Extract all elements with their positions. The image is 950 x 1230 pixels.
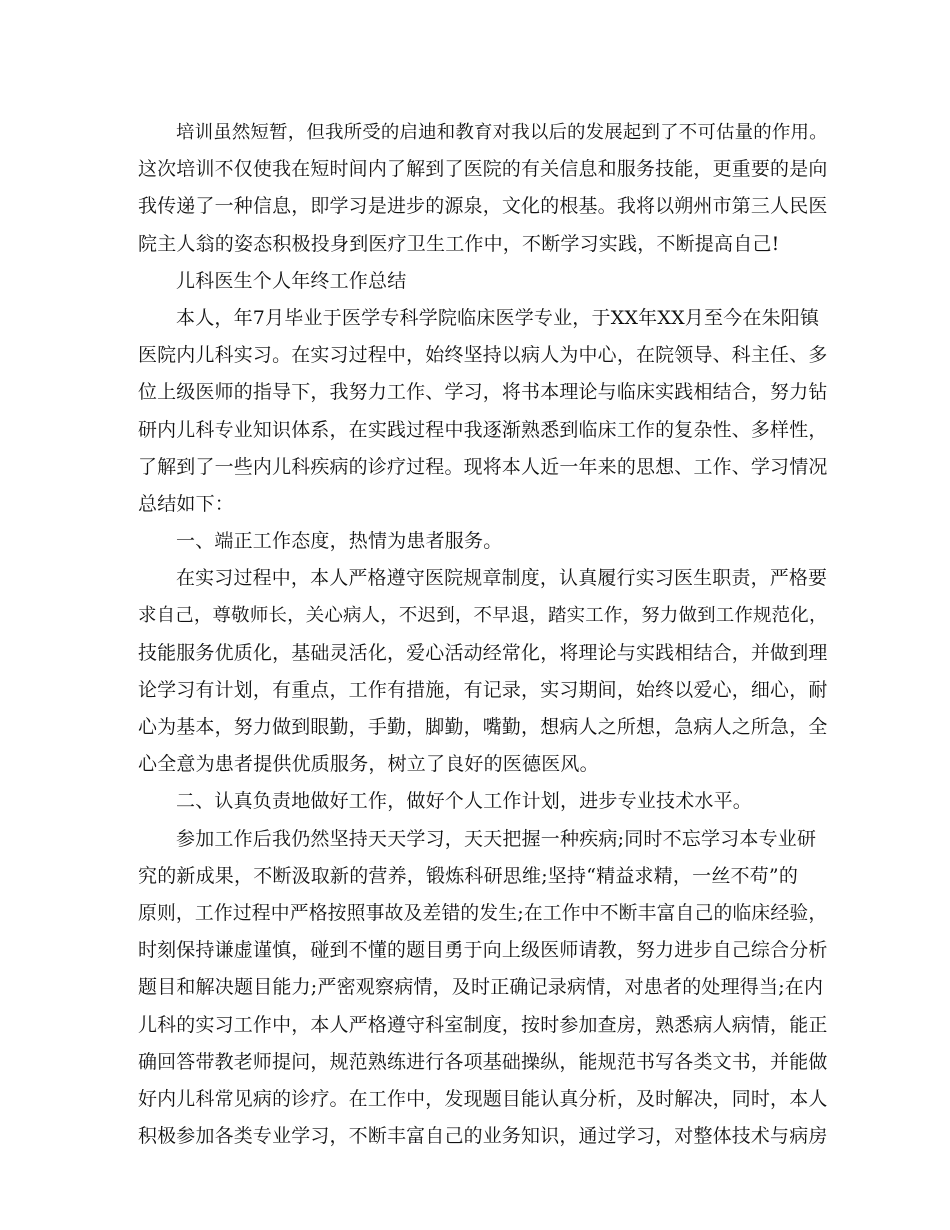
text-line: 心为基本，努力做到眼勤，手勤，脚勤，嘴勤，想病人之所想，急病人之所急，全 <box>138 716 828 738</box>
text-line: 确回答带教老师提问，规范熟练进行各项基础操纵，能规范书写各类文书，并能做 <box>138 1050 828 1073</box>
text-line: 了解到了一些内儿科疾病的诊疗过程。现将本人近一年来的思想、工作、学习情况 <box>138 455 828 478</box>
text-line: 心全意为患者提供优质服务，树立了良好的医德医风。 <box>138 753 599 776</box>
text-line: 原则，工作过程中严格按照事故及差错的发生;在工作中不断丰富自己的临床经验， <box>138 902 828 924</box>
text-line: 儿科的实习工作中，本人严格遵守科室制度，按时参加查房，熟悉病人病情，能正 <box>138 1013 828 1036</box>
text-line: 儿科医生个人年终工作总结 <box>176 269 407 292</box>
text-line: 参加工作后我仍然坚持天天学习，天天把握一种疾病;同时不忘学习本专业研 <box>176 827 817 850</box>
text-line: 培训虽然短暂，但我所受的启迪和教育对我以后的发展起到了不可估量的作用。 <box>176 122 828 143</box>
text-line: 时刻保持谦虚谨慎，碰到不懂的题目勇于向上级医师请教，努力进步自己综合分析 <box>138 939 828 962</box>
text-line: 这次培训不仅使我在短时间内了解到了医院的有关信息和服务技能，更重要的是向 <box>138 158 828 181</box>
text-line: 在实习过程中，本人严格遵守医院规章制度，认真履行实习医生职责，严格要 <box>176 567 828 590</box>
text-line: 二、认真负责地做好工作，做好个人工作计划，进步专业技术水平。 <box>176 790 753 813</box>
text-line: 一、端正工作态度，热情为患者服务。 <box>176 530 503 553</box>
text-line: 总结如下： <box>138 492 235 515</box>
document-page <box>138 114 828 1155</box>
text-line: 本人，年7月毕业于医学专科学院临床医学专业，于XX年XX月至今在朱阳镇 <box>176 306 820 329</box>
text-line: 论学习有计划，有重点，工作有措施，有记录，实习期间，始终以爱心，细心，耐 <box>138 678 828 701</box>
text-line: 技能服务优质化，基础灵活化，爱心活动经常化，将理论与实践相结合，并做到理 <box>138 641 828 664</box>
text-line: 求自己，尊敬师长，关心病人，不迟到，不早退，踏实工作，努力做到工作规范化， <box>138 605 828 627</box>
text-line: 究的新成果，不断汲取新的营养，锻炼科研思维;坚持“精益求精，一丝不苟”的 <box>138 864 799 887</box>
text-line: 研内儿科专业知识体系，在实践过程中我逐渐熟悉到临床工作的复杂性、多样性， <box>138 418 828 441</box>
text-line: 好内儿科常见病的诊疗。在工作中，发现题目能认真分析，及时解决，同时，本人 <box>138 1087 828 1110</box>
text-line: 题目和解决题目能力;严密观察病情，及时正确记录病情，对患者的处理得当;在内 <box>138 976 824 999</box>
text-line: 我传递了一种信息，即学习是进步的源泉，文化的根基。我将以朔州市第三人民医 <box>138 195 828 218</box>
text-line: 院主人翁的姿态积极投身到医疗卫生工作中，不断学习实践，不断提高自己! <box>138 232 780 255</box>
text-line: 位上级医师的指导下，我努力工作、学习，将书本理论与临床实践相结合，努力钻 <box>138 381 828 404</box>
text-line: 积极参加各类专业学习，不断丰富自己的业务知识，通过学习，对整体技术与病房 <box>138 1125 828 1148</box>
text-line: 医院内儿科实习。在实习过程中，始终坚持以病人为中心，在院领导、科主任、多 <box>138 344 828 367</box>
